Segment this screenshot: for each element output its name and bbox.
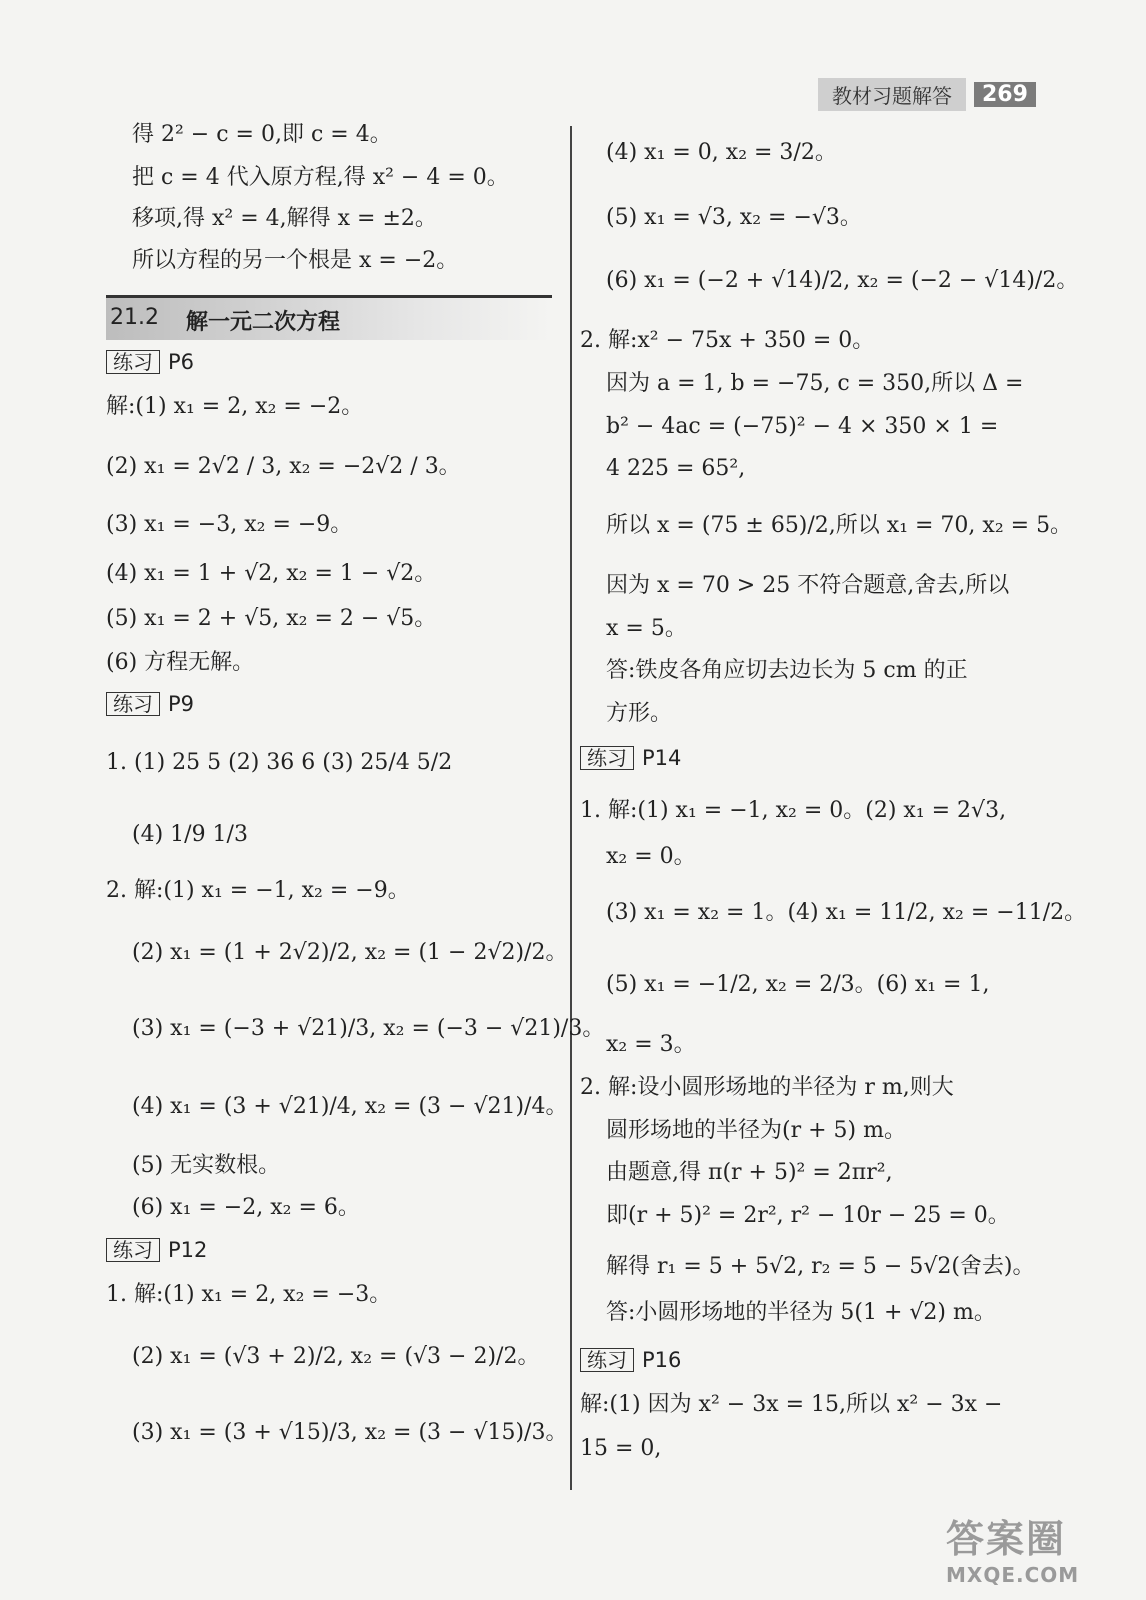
p9-line-1: 1. (1) 25 5 (2) 36 6 (3) 25/4 5/2: [106, 750, 453, 775]
p14-line-3: (3) x₁ = x₂ = 1。(4) x₁ = 11/2, x₂ = −11/2。: [606, 900, 1087, 925]
problem2-line-6: 因为 x = 70 > 25 不符合题意,舍去,所以: [606, 573, 1010, 598]
intro-line-2: 把 c = 4 代入原方程,得 x² − 4 = 0。: [132, 165, 509, 190]
exercise-heading-p6: [106, 350, 194, 374]
p14-line-8: 由题意,得 π(r + 5)² = 2πr²,: [606, 1160, 893, 1185]
exercise-label: 练习: [106, 350, 160, 374]
page-header: [818, 80, 1036, 108]
exercise-page: P6: [168, 350, 195, 374]
p6-line-6: (6) 方程无解。: [106, 650, 255, 675]
exercise-page: P9: [168, 692, 195, 716]
right-top-line-1: (4) x₁ = 0, x₂ = 3/2。: [606, 140, 837, 165]
section-heading: [106, 295, 552, 340]
p12-line-1: 1. 解:(1) x₁ = 2, x₂ = −3。: [106, 1282, 392, 1307]
problem2-line-2: 因为 a = 1, b = −75, c = 350,所以 Δ =: [606, 371, 1024, 396]
p9-line-3: 2. 解:(1) x₁ = −1, x₂ = −9。: [106, 878, 410, 903]
p14-line-11: 答:小圆形场地的半径为 5(1 + √2) m。: [606, 1300, 996, 1325]
column-divider: [570, 126, 572, 1490]
exercise-page: P14: [642, 746, 682, 770]
problem2-line-9: 方形。: [606, 701, 673, 726]
intro-line-4: 所以方程的另一个根是 x = −2。: [132, 248, 459, 273]
p9-line-2: (4) 1/9 1/3: [132, 822, 248, 847]
p16-line-2: 15 = 0,: [580, 1436, 662, 1461]
p14-line-10: 解得 r₁ = 5 + 5√2, r₂ = 5 − 5√2(舍去)。: [606, 1254, 1035, 1279]
intro-line-3: 移项,得 x² = 4,解得 x = ±2。: [132, 206, 437, 231]
problem2-line-4: 4 225 = 65²,: [606, 456, 746, 481]
exercise-page: P16: [642, 1348, 682, 1372]
section-title: 解一元二次方程: [186, 310, 341, 335]
p16-line-1: 解:(1) 因为 x² − 3x = 15,所以 x² − 3x −: [580, 1392, 1003, 1417]
watermark-title: 答案圈: [946, 1517, 1067, 1561]
watermark-url: MXQE.COM: [946, 1563, 1080, 1587]
p6-line-3: (3) x₁ = −3, x₂ = −9。: [106, 512, 353, 537]
exercise-label: 练习: [106, 1238, 160, 1262]
watermark-logo: [946, 1508, 1079, 1587]
p14-line-6: 2. 解:设小圆形场地的半径为 r m,则大: [580, 1075, 954, 1100]
problem2-line-5: 所以 x = (75 ± 65)/2,所以 x₁ = 70, x₂ = 5。: [606, 513, 1073, 538]
p12-line-2: (2) x₁ = (√3 + 2)/2, x₂ = (√3 − 2)/2。: [132, 1344, 540, 1369]
p9-line-7: (5) 无实数根。: [132, 1153, 281, 1178]
page-number: 269: [974, 82, 1036, 107]
p9-line-8: (6) x₁ = −2, x₂ = 6。: [132, 1195, 360, 1220]
p9-line-6: (4) x₁ = (3 + √21)/4, x₂ = (3 − √21)/4。: [132, 1094, 568, 1119]
exercise-label: 练习: [106, 692, 160, 716]
p6-line-1: 解:(1) x₁ = 2, x₂ = −2。: [106, 394, 364, 419]
exercise-heading-p14: [580, 746, 681, 770]
p9-line-4: (2) x₁ = (1 + 2√2)/2, x₂ = (1 − 2√2)/2。: [132, 940, 568, 965]
p14-line-2: x₂ = 0。: [606, 844, 696, 869]
exercise-label: 练习: [580, 1348, 634, 1372]
right-top-line-2: (5) x₁ = √3, x₂ = −√3。: [606, 205, 862, 230]
p12-line-3: (3) x₁ = (3 + √15)/3, x₂ = (3 − √15)/3。: [132, 1420, 568, 1445]
p14-line-1: 1. 解:(1) x₁ = −1, x₂ = 0。(2) x₁ = 2√3,: [580, 798, 1007, 823]
p6-line-2: (2) x₁ = 2√2 / 3, x₂ = −2√2 / 3。: [106, 454, 461, 479]
exercise-heading-p9: [106, 692, 194, 716]
section-number: 21.2: [110, 305, 159, 330]
right-top-line-3: (6) x₁ = (−2 + √14)/2, x₂ = (−2 − √14)/2。: [606, 268, 1079, 293]
p14-line-5: x₂ = 3。: [606, 1032, 696, 1057]
exercise-heading-p16: [580, 1348, 681, 1372]
p14-line-7: 圆形场地的半径为(r + 5) m。: [606, 1118, 906, 1143]
exercise-label: 练习: [580, 746, 634, 770]
intro-line-1: 得 2² − c = 0,即 c = 4。: [132, 122, 392, 147]
p14-line-4: (5) x₁ = −1/2, x₂ = 2/3。(6) x₁ = 1,: [606, 972, 990, 997]
problem2-line-7: x = 5。: [606, 616, 687, 641]
problem2-line-1: 2. 解:x² − 75x + 350 = 0。: [580, 328, 875, 353]
header-title: 教材习题解答: [818, 78, 966, 111]
p6-line-5: (5) x₁ = 2 + √5, x₂ = 2 − √5。: [106, 606, 437, 631]
p14-line-9: 即(r + 5)² = 2r², r² − 10r − 25 = 0。: [606, 1203, 1010, 1228]
exercise-heading-p12: [106, 1238, 207, 1262]
exercise-page: P12: [168, 1238, 208, 1262]
problem2-line-3: b² − 4ac = (−75)² − 4 × 350 × 1 =: [606, 414, 999, 439]
problem2-line-8: 答:铁皮各角应切去边长为 5 cm 的正: [606, 658, 968, 683]
p9-line-5: (3) x₁ = (−3 + √21)/3, x₂ = (−3 − √21)/3。: [132, 1016, 605, 1041]
p6-line-4: (4) x₁ = 1 + √2, x₂ = 1 − √2。: [106, 561, 437, 586]
